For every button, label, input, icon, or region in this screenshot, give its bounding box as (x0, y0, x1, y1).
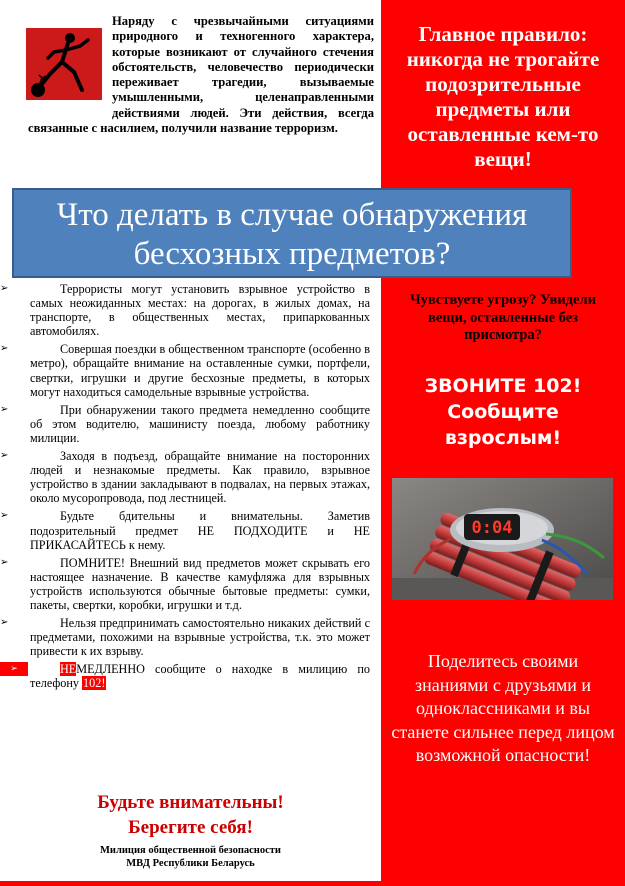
threat-question: Чувствуете угрозу? Увидели вещи, оставленные без присмотра? (410, 292, 596, 343)
rule-text: Нельзя предпринимать самостоятельно никаких действий с предметами, похожими на взрывные устройства, т.к. это может привести к их взрыву. (30, 616, 370, 659)
warning-line-2: Берегите себя! (128, 817, 253, 838)
list-item (0, 616, 370, 659)
list-item (0, 282, 370, 339)
list-item-emergency (10, 662, 370, 691)
warning-line-1: Будьте внимательны! (97, 792, 284, 813)
rule-text: При обнаружении такого предмета немедленно сообщите об этом водителю, машинисту поезда, любому работнику милиции. (30, 402, 370, 445)
warning-text (0, 790, 381, 840)
bomb-photo (392, 478, 613, 600)
call-line-1: ЗВОНИТЕ 102! (424, 375, 582, 397)
arrow-bullet-icon: ➢ (0, 510, 9, 522)
signature-line-1: Милиция общественной безопасности (100, 845, 281, 856)
signature (0, 844, 381, 870)
list-item (0, 402, 370, 445)
list-item (0, 342, 370, 399)
page-title: Что делать в случае обнаружения бесхозных предметов? (56, 197, 528, 272)
rule-text: Будьте бдительны и внимательны. Заметив подозрительный предмет НЕ ПОДХОДИТЕ и НЕ ПРИКАСАЙТЕСЬ к нему. (30, 509, 370, 552)
rule-text: Заходя в подъезд, обращайте внимание на посторонних людей и незнакомые предметы. Как правило, взрывное устройство в здании закладывают в подвалах, на первых этажах, около мусоропровода, под лестницей. (30, 449, 370, 506)
list-item (0, 509, 370, 552)
share-text: Поделитесь своими знаниями с друзьями и одноклассниками и вы станете сильнее перед лицом возможной опасности! (391, 651, 615, 765)
rule-text: Совершая поездки в общественном транспорте (особенно в метро), обращайте внимание на оставленные сумки, портфели, свертки, игрушки и другие бесхозные предметы, в которых могут находиться самодельные взрывные устройства. (30, 342, 370, 399)
arrow-bullet-icon: ➢ (0, 450, 9, 462)
title-banner (12, 188, 572, 278)
call-line-2: Сообщите взрослым! (444, 401, 562, 449)
arrow-bullet-icon: ➢ (0, 403, 9, 415)
arrow-bullet-icon: ➢ (0, 662, 28, 676)
rule-text: МЕДЛЕННО сообщите о находке в милицию по телефону (30, 662, 370, 691)
signature-line-2: МВД Республики Беларусь (126, 858, 255, 869)
arrow-bullet-icon: ➢ (0, 343, 9, 355)
main-rule: Главное правило: никогда не трогайте подозрительные предметы или оставленные кем-то вещи! (406, 22, 600, 171)
intro-text: Наряду с чрезвычайными ситуациями природного и техногенного характера, которые возникают от случайного стечения обстоятельств, человечество периодически переживает трагедии, вызываемые умышленными, целенаправленными действиями людей. Эти действия, всегда связанные с насилием, получили название терроризм. (28, 14, 374, 136)
arrow-bullet-icon: ➢ (0, 556, 9, 568)
rule-prefix: НЕ (60, 662, 77, 677)
list-item (0, 449, 370, 506)
timer-display: 0:04 (471, 518, 513, 538)
rule-text: ПОМНИТЕ! Внешний вид предметов может скрывать его настоящее назначение. В качестве камуфляжа для взрывных устройств используются обычные бытовые предметы: сумки, пакеты, свертки, коробки, игрушки и т.д. (30, 555, 370, 612)
rules-list (0, 282, 370, 695)
list-item (0, 555, 370, 612)
call-to-action (389, 373, 617, 451)
arrow-bullet-icon: ➢ (0, 283, 9, 294)
rule-text: Террористы могут установить взрывное устройство в самых неожиданных местах: на дорогах, в жилых домах, на транспорте, в общественных местах, припаркованных автомобилях. (30, 282, 370, 339)
phone-number: 102! (83, 676, 106, 691)
arrow-bullet-icon: ➢ (0, 617, 9, 629)
bottom-strip (0, 881, 381, 886)
